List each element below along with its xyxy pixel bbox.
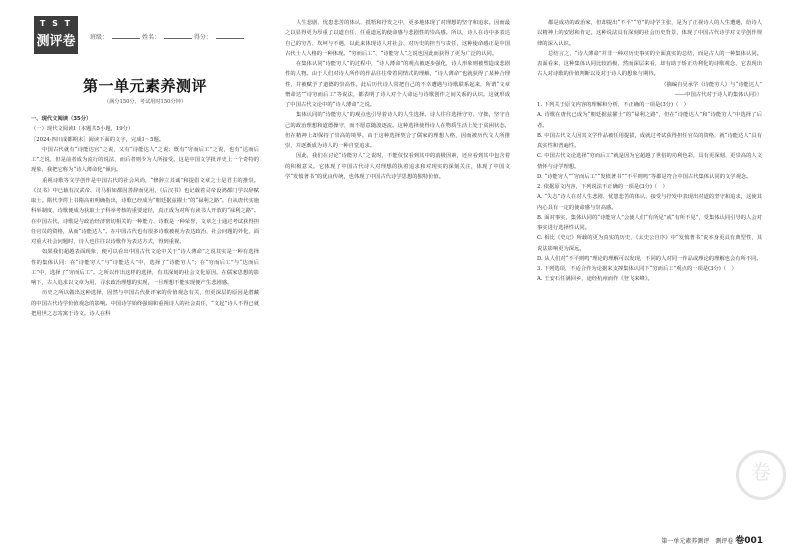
column-3	[537, 18, 762, 285]
page-subtitle: （满分150分，考试用时150分钟）	[103, 99, 187, 105]
paragraph: 都是成功的政治家，但却提出“不平”“穷”的诗学主张，是为了正视诗人的人生遭遇，给诗人以精神上的安慰和肯定。这种说法具有深刻的社会历史背景，体现了中国古代诗学对文学创作规律的深入认识。	[537, 20, 762, 47]
section-heading: 一、现代文阅读（35分）	[31, 116, 92, 122]
paragraph: 集体认同的“诗能穷人”的观点也引导着诗人的人生选择。诗人往往选择守穷、守拙，坚守自己的政治理想和道德操守，而不愿意随波逐流。这种选择使得诗人在物质生活上处于贫困状态，但在精神上却保持了崇高的境界。由于这种选择契合了儒家的理想人格，因而被历代文人所推崇，并逐渐成为诗人的一种自觉追求。	[285, 112, 510, 149]
option[interactable]: A. 诗歌在唐代已成为“朝廷据兹擢士”的“禄利之路”，但在“诗能达人”和“诗能穷人”中选择了后者。	[537, 112, 762, 129]
paragraph: 人生悲剧、忧患悲苦的体认、抵牾和抒发之中，更多地体现了对理想的坚守和追求。因而最之以显得更为厚重了以道自任、任重道远的使命感与悲剧性的崇高感。所以，诗人在诗中多表达自己的穷苦、坎坷与不遇，以此来体现诗人对社会、对历史的担当与责任，这种使命感正是中国古代士人人格的一种体现。“穷而后工”、“诗能穷人”之说也因此而获得了更为广泛的认同。	[285, 20, 510, 57]
citation: （摘编自吴承学《诗能穷人》与“诗能达人”	[661, 81, 762, 88]
paragraph: 因此，我们在讨论“诗能穷人”之说时，不能仅仅看到其中的消极因素，还应看到其中包含着的积极意义。它体现了中国古代诗人对理想的执着追求和对现实的深刻关注，体现了中国文学“发愤著书”的优良传统，也体现了中国古代诗学思想的独特价值。	[285, 153, 510, 180]
paragraph: 如果我们超越表面现象，便可以看出中国古代文论中关于“诗人薄命”之说其实是一种有选择性的集体认同：在“诗能穷人”与“诗能达人”中，选择了“诗能穷人”；在“穷而后工”与“达而后工”中，选择了“穷而后工”。之所以作出这样的选择，有其深刻的社会文化原因。在儒家思想的影响下，古人追求以文章为用，寻求政治理想的实现，一旦理想不能实现便产生悲剧感。	[31, 249, 259, 286]
name-label: 姓名：	[141, 34, 160, 41]
paragraph: 总结言之，“诗人薄命”并非一种对历史事实的全面真实的总结，而是古人的一种集体认同。表面看来，这种集体认同比较消极，然而深层来看，却有助于矫正功利化的诗歌观念，它表现出古人对诗歌的价值判断以及对于诗人的想象与期待。	[537, 50, 762, 78]
source-line: ［2024·四川成都期末］阅读下面的文字，完成1～5题。	[31, 136, 165, 143]
name-blank[interactable]	[164, 38, 192, 39]
paragraph: 历史之所以做出这种选择，固然与中国古代批评家的价值观念有关，但更深层的原因是潜藏的中国古代诗学价值观念的影响。中国诗学始终强调和重视诗人的社会责任，“文起”诗人不得已就把用世之志寄寓于诗文。诗人在科	[31, 290, 259, 317]
footer-label: 第一单元素养测评 测评卷	[661, 538, 734, 545]
paragraph: 中国古代就有“诗能达官”之说，又有“诗能达人”之说；既有“穷而后工”之说，也有“达而后工”之说，但是前者成为流行的说法，而后者则少为人所接受。这是中国文学批评史上一个奇特的现象，我把它称为“诗人薄命化”倾向。	[31, 146, 259, 174]
test-badge-top: T S T	[39, 19, 73, 28]
option[interactable]: B. 中国古代文人因其文学作品被任用提拔，成就过考试获得担任官员的资格，就“诗能达人”具有真实性和普遍性。	[537, 132, 762, 149]
option[interactable]: D. 从人们对“不平则鸣”理论的理解可以发现，不同的人对同一作品或理论的理解也会有所不同。	[537, 255, 762, 262]
option[interactable]: A. 王安石任满回乡，途经杭州而作《登飞来峰》。	[537, 276, 653, 283]
paragraph: 在集体认同“诗能穷人”的过程中，“诗人薄命”的观点被逐步强化，诗人形象则被塑造成悲剧性的人物。由于人们对诗人所作的作品往往带着同情式的理解，“诗人薄命”也就获得了某种合理性，并被赋予了道德的崇高性。此后历代诗人常把自己的不幸遭遇与诗歌联系起来，所谓“文章憎命达”“诗穷而后工”等说法，都表明了诗人对个人命运与诗歌创作之间关系的认识。这就形成了中国古代文论中的“诗人薄命”之说。	[285, 61, 510, 108]
page-footer	[661, 533, 763, 546]
test-badge-bottom: 测评卷	[36, 34, 76, 49]
citation: ——中国古代对于诗人的集体认同》）	[674, 91, 762, 98]
score-blank[interactable]	[216, 38, 244, 39]
option[interactable]: C. 中国古代文论选择“穷而后工”就是因为它超越了世俗的功利色彩，具有更深刻、更崇高的人文情怀与诗学理想。	[537, 153, 762, 170]
page-title: 第一单元素养测评	[82, 77, 207, 95]
option[interactable]: C. 相比《史记》所载的更为真实的历史，《太史公自序》中“发愤著书”说本身更具有典型性，其说法影响更为深远。	[537, 235, 762, 252]
page-number: 卷001	[735, 536, 763, 546]
column-2	[285, 18, 510, 182]
test-badge	[34, 16, 78, 54]
watermark-seal-icon: 卷	[736, 450, 786, 500]
score-label: 得分：	[193, 34, 212, 41]
question: 3. 下列选项，不适合作为论据来支撑集体认同下“穷而后工”观点的一项是(3分)（ ）	[537, 266, 737, 272]
column-1	[31, 114, 259, 319]
class-blank[interactable]	[112, 38, 140, 39]
option[interactable]: A. “失志”诗人在对人生悲剧、忧患悲苦的体认、接受与抒发中表现出对道的坚守和追求，这使其内心具有一定的使命感与崇高感。	[537, 194, 762, 211]
option[interactable]: B. 面对事实，集体认同的“诗能穷人”会使人们“有所见”或“有所不见”，受集体认同引导的人会对事实进行选择性认同。	[537, 214, 762, 231]
class-label: 班级：	[90, 34, 109, 41]
option[interactable]: D. “诗能穷人”“穷而后工”“发愤著书”“不平则鸣”等都是符合中国古代集体认同的文学观念。	[537, 173, 752, 180]
question: 1. 下列关于原文内容的理解和分析，不正确的一项是(3分)（ ）	[537, 102, 689, 108]
question: 2. 依据原文内容，下列说法不正确的一项是(3分)（ ）	[537, 184, 668, 190]
paragraph: 重视诗歌等文学创作是中国古代的社会风尚，“修辞立其诚”和提倡文章之士是君主的推崇。《汉书》中已载有汉武帝、司马相如都因善辞而见用，《后汉书》也记载着灵帝设鸿都门学以辞赋取士。隋代李谔上书隋高祖明确指出，诗歌已经成为“朝廷据兹擢士”的“禄利之路”。自从唐代实施科举制度，诗歌便成为获取士子科举考核的重要途径，真正成为对所有读书人开放的“禄利之路”。在中国古代，诗歌是与政治经济密切相关的一种能力、诗歌是一种荣誉，文章之士通过考试获得担任官员的资格，从而“诗能达人”。在中国古代也有很多诗歌被视为表达政治、社会问题的外化，面对重大社会问题时，诗人也往往以诗歌作为表达方式，得到重视。	[31, 177, 260, 245]
subsection-heading: （一）现代文阅读Ⅰ（本题共5小题，19分）	[31, 126, 134, 133]
student-info	[90, 32, 244, 41]
